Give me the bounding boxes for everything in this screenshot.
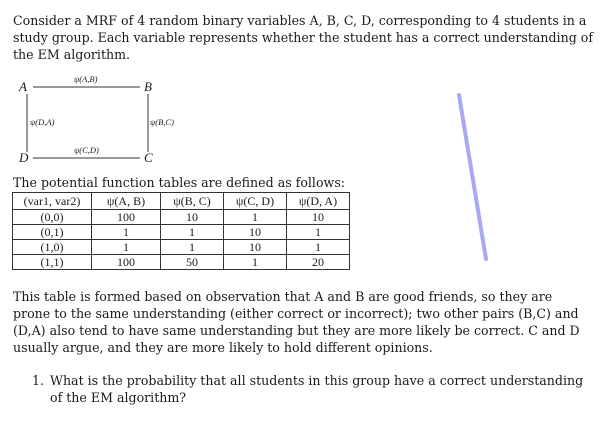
table-cell: 100 [92, 255, 161, 270]
potential-table [12, 192, 350, 270]
node-a: A [19, 79, 27, 94]
table-intro: The potential function tables are defined as follows: [13, 175, 346, 190]
table-cell: 20 [287, 255, 350, 270]
table-header: ψ(B, C) [161, 193, 224, 210]
table-row [13, 225, 350, 240]
table-header: (var1, var2) [13, 193, 92, 210]
table-cell: 1 [224, 210, 287, 225]
table-cell: (1,1) [13, 255, 92, 270]
node-d: D [19, 150, 29, 165]
explanation-paragraph: This table is formed based on observation that A and B are good friends, so they are prone to the same understanding (either correct or incorrect); two other pairs (B,C) and (D,A) also tend to have same understanding but they are more likely be correct. C and D usually argue, and they are more likely to hold different opinions. [13, 289, 580, 355]
question-text: What is the probability that all students in this group have a correct understanding of the EM algorithm? [50, 373, 584, 405]
table-cell: 10 [287, 210, 350, 225]
potential-label-da: ψ(D,A) [30, 117, 55, 127]
table-row [13, 210, 350, 225]
intro-paragraph: Consider a MRF of 4 random binary variables A, B, C, D, corresponding to 4 students in a study group. Each variable represents whether the student has a correct understanding of the EM algorithm. [13, 13, 594, 62]
table-cell: 1 [224, 255, 287, 270]
table-cell: 50 [161, 255, 224, 270]
table-cell: 1 [92, 240, 161, 255]
node-c: C [144, 150, 153, 165]
table-header: ψ(D, A) [287, 193, 350, 210]
table-cell: (0,0) [13, 210, 92, 225]
table-cell: 1 [287, 240, 350, 255]
table-cell: 100 [92, 210, 161, 225]
pen-stroke-annotation [455, 92, 491, 262]
node-b: B [144, 79, 152, 94]
mrf-edges [0, 72, 607, 172]
question-number: 1. [32, 373, 45, 388]
table-cell: 1 [287, 225, 350, 240]
table-header: ψ(A, B) [92, 193, 161, 210]
table-cell: 1 [161, 240, 224, 255]
table-cell: (1,0) [13, 240, 92, 255]
table-cell: 10 [161, 210, 224, 225]
table-header: ψ(C, D) [224, 193, 287, 210]
mrf-graph [0, 72, 607, 172]
table-cell: 10 [224, 225, 287, 240]
table-header-row [13, 193, 350, 210]
table-row [13, 255, 350, 270]
table-cell: 1 [161, 225, 224, 240]
potential-label-ab: ψ(A,B) [74, 74, 98, 84]
pen-stroke [459, 95, 486, 259]
table-row [13, 240, 350, 255]
table-cell: 1 [92, 225, 161, 240]
potential-label-bc: ψ(B,C) [150, 117, 174, 127]
table-cell: 10 [224, 240, 287, 255]
potential-label-cd: ψ(C,D) [74, 145, 99, 155]
table-cell: (0,1) [13, 225, 92, 240]
question-item [32, 372, 592, 406]
